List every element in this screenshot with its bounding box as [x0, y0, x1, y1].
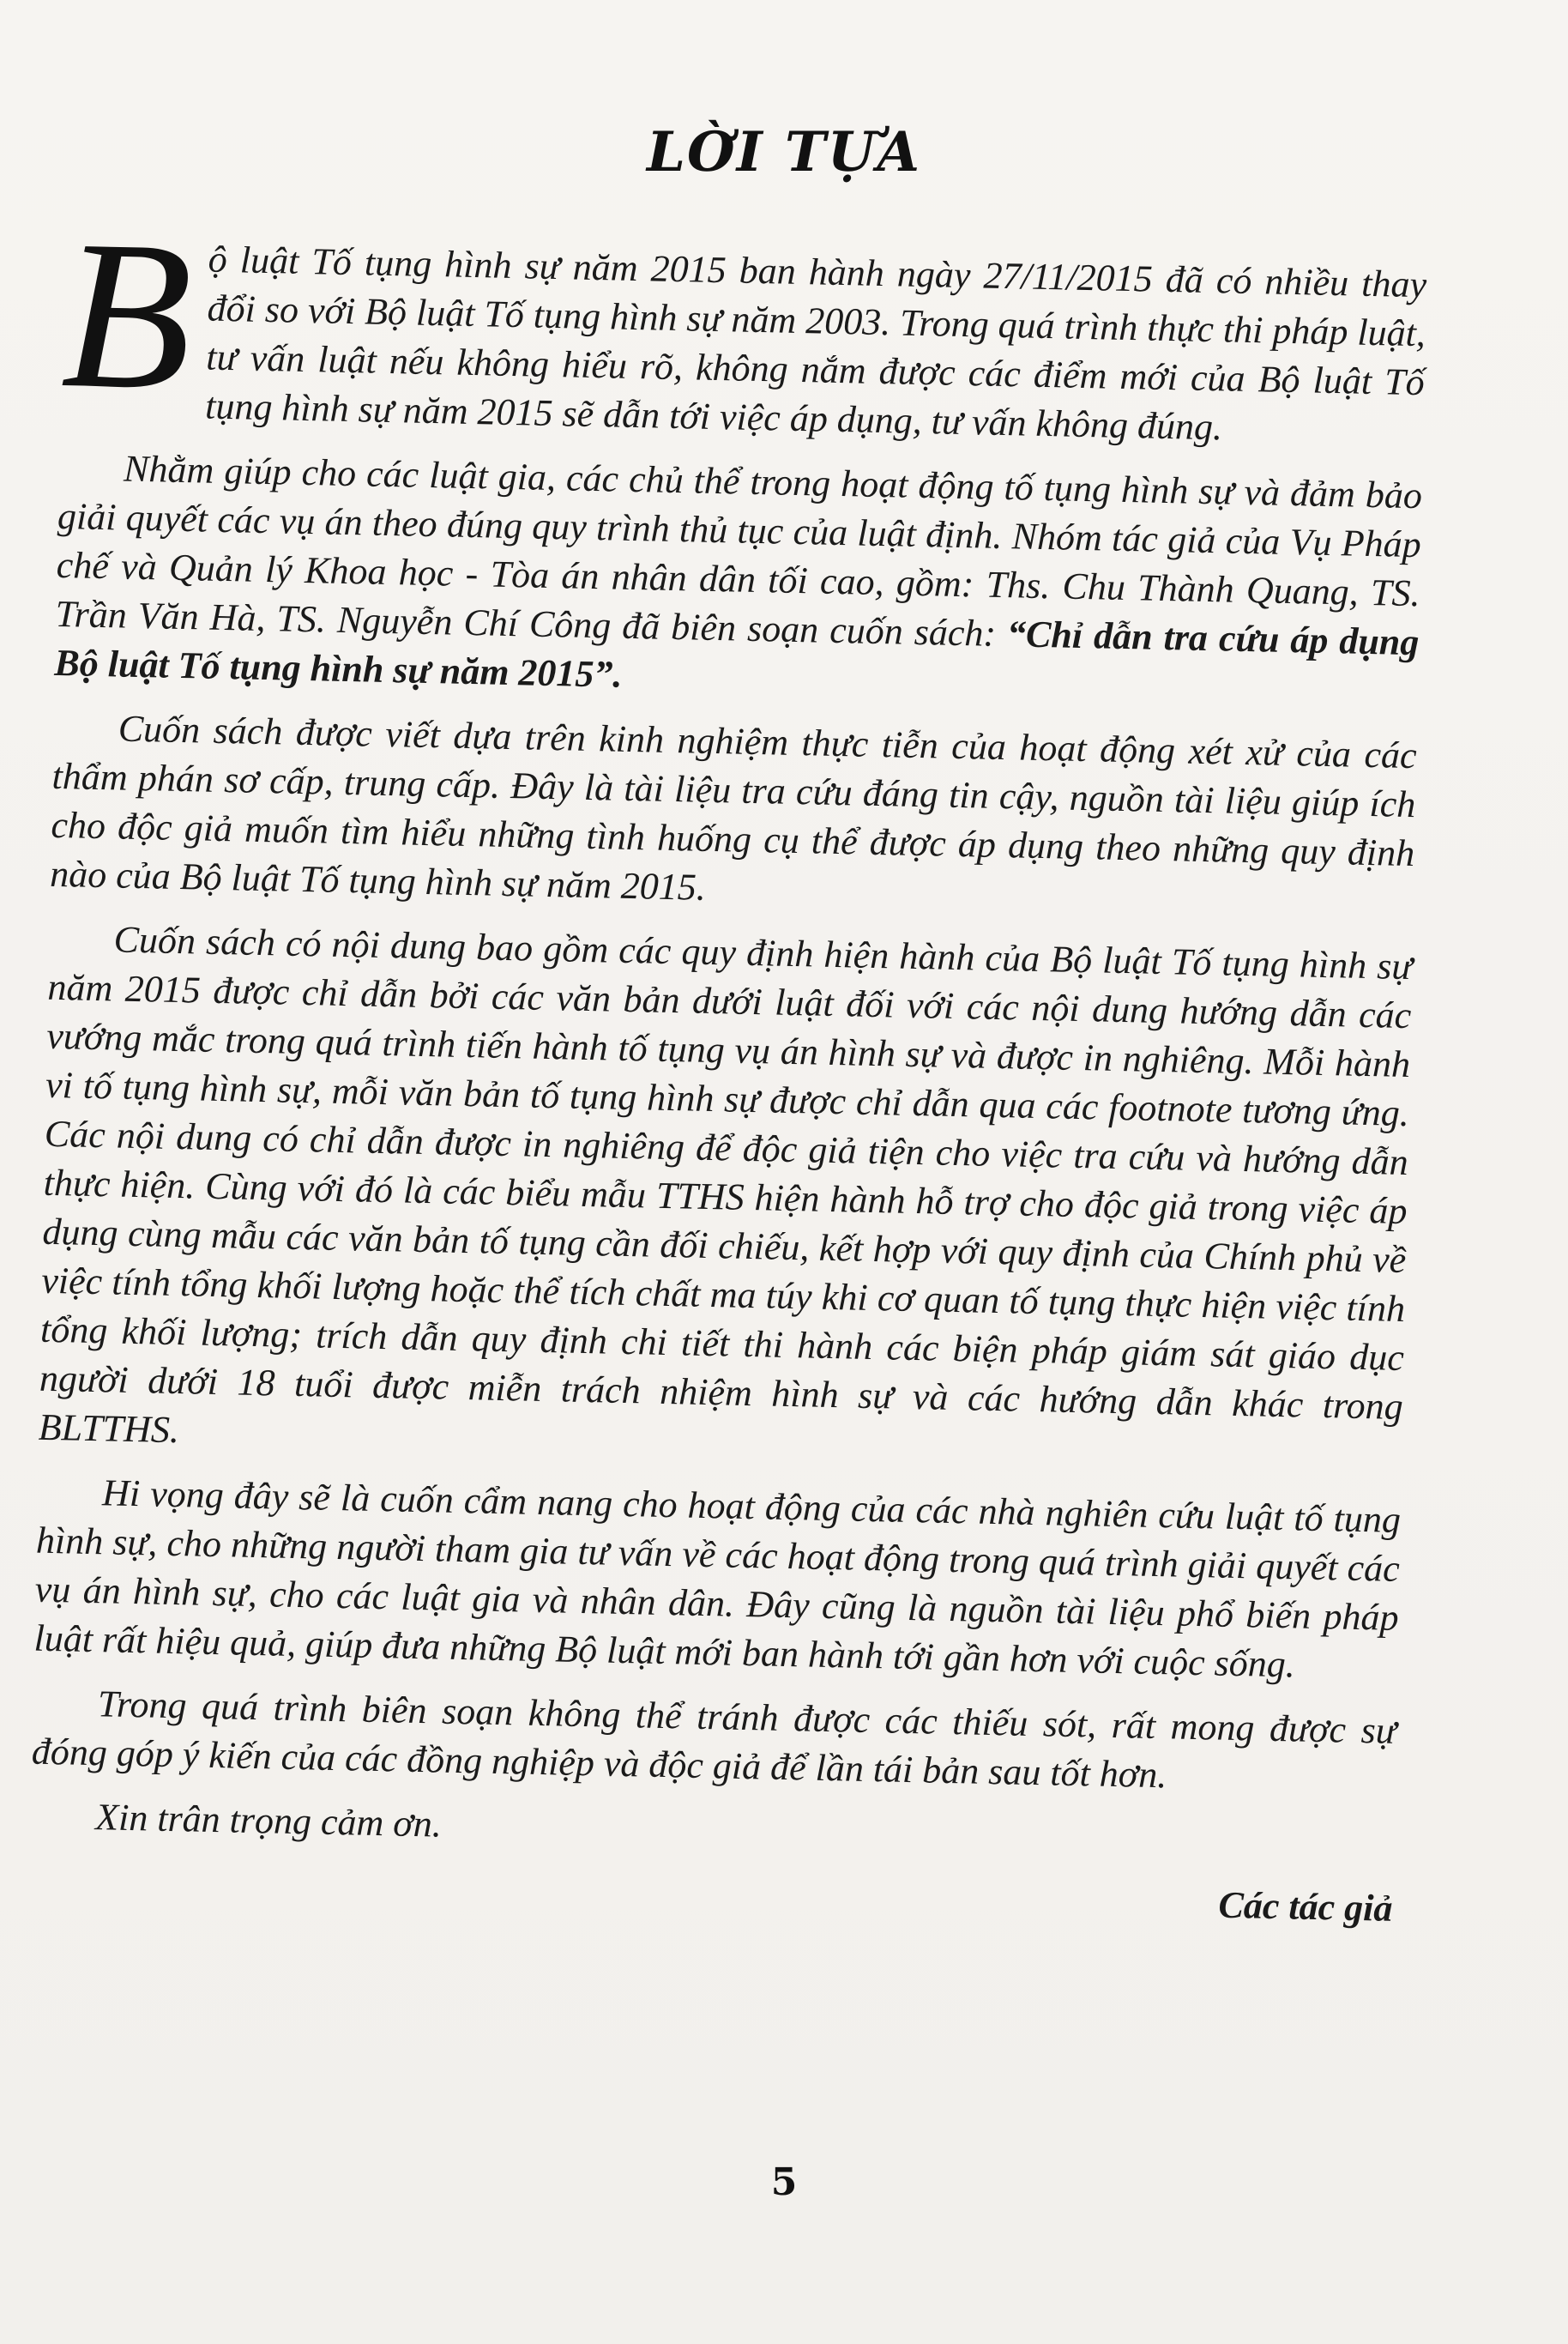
paragraph-5: Hi vọng đây sẽ là cuốn cẩm nang cho hoạt động của các nhà nghiên cứu luật tố tụng hình sự, cho những người tham gia tư vấn về các hoạt động trong quá trình giải quyết các vụ án hình sự, cho các luật gia và nhân dân. Đây cũng là nguồn tài liệu phổ biến pháp luật rất hiệu quả, giúp đưa những Bộ luật mới ban hành tới gần hơn với cuộc sống. — [33, 1471, 1402, 1686]
paragraph-4: Cuốn sách có nội dung bao gồm các quy định hiện hành của Bộ luật Tố tụng hình sự năm 2015 được chỉ dẫn bởi các văn bản dưới luật đối với các nội dung hướng dẫn các vướng mắc trong quá trình tiến hành tố tụng vụ án hình sự và được in nghiêng. Mỗi hành vi tố tụng hình sự, mỗi văn bản tố tụng hình sự được chỉ dẫn qua các footnote tương ứng. Các nội dung có chỉ dẫn được in nghiêng để độc giả tiện cho việc tra cứu và hướng dẫn thực hiện. Cùng với đó là các biểu mẫu TTHS hiện hành hỗ trợ cho độc giả trong việc áp dụng cùng mẫu các văn bản tố tụng cần đối chiếu, kết hợp với quy định của Chính phủ về việc tính tổng khối lượng hoặc thể tích chất ma túy khi cơ quan tố tụng thực hiện việc tính tổng khối lượng; trích dẫn quy định chi tiết thi hành các biện pháp giám sát giáo dục người dưới 18 tuổi được miễn trách nhiệm hình sự và các hướng dẫn khác trong BLTTHS. — [38, 918, 1413, 1452]
paragraph-2-text: Nhằm giúp cho các luật gia, các chủ thể trong hoạt động tố tụng hình sự và đảm bảo giải quyết các vụ án theo đúng quy trình thủ tục của luật định. Nhóm tác giả của Vụ Pháp chế và Quản lý Khoa học - Tòa án nhân dân tối cao, gồm: Ths. Chu Thành Quang, TS. Trần Văn Hà, TS. Nguyễn Chí Công đã biên soạn cuốn sách: — [55, 447, 1423, 655]
page-title: LỜI TỰA — [646, 120, 922, 184]
drop-cap: B — [59, 196, 195, 435]
page-number: 5 — [770, 2160, 798, 2204]
paragraph-thanks: Xin trân trọng cảm ơn. — [94, 1796, 443, 1846]
paragraph-3: Cuốn sách được viết dựa trên kinh nghiệm thực tiễn của hoạt động xét xử của các thẩm phán sơ cấp, trung cấp. Đây là tài liệu tra cứu đáng tin cậy, nguồn tài liệu giúp ích cho độc giả muốn tìm hiểu những tình huống cụ thể được áp dụng theo những quy định nào của Bộ luật Tố tụng hình sự năm 2015. — [49, 707, 1418, 909]
paragraph-1 — [59, 196, 1427, 456]
book-title: “Chỉ dẫn tra cứu áp dụng Bộ luật Tố tụng hình sự năm 2015”. — [53, 613, 1420, 696]
paragraph-1-text: ộ luật Tố tụng hình sự năm 2015 ban hành ngày 27/11/2015 đã có nhiều thay đổi so với Bộ luật Tố tụng hình sự năm 2003. Trong quá trình thực thi pháp luật, tư vấn luật nếu không hiểu rõ, không nắm được các điểm mới của Bộ luật Tố tụng hình sự năm 2015 sẽ dẫn tới việc áp dụng, tư vấn không đúng. — [204, 238, 1427, 449]
paragraph-6: Trong quá trình biên soạn không thể tránh được các thiếu sót, rất mong được sự đóng góp ý kiến của các đồng nghiệp và độc giả để lần tái bản sau tốt hơn. — [31, 1682, 1397, 1797]
preface-body — [28, 196, 1427, 1933]
signature: Các tác giả — [1218, 1883, 1393, 1930]
paragraph-2 — [54, 443, 1423, 716]
